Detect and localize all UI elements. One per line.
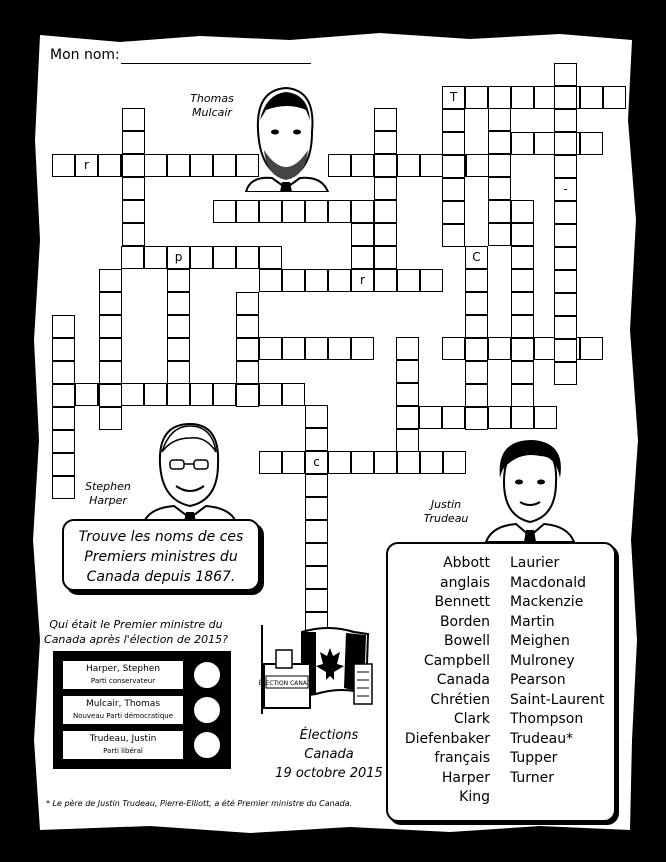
word-bank-item: Bowell [443, 633, 490, 649]
election-caption [274, 726, 384, 783]
word-bank-item: Chrétien [430, 691, 490, 708]
question-text [36, 617, 236, 647]
crossword-cell[interactable]: p [167, 246, 190, 269]
crossword-cell[interactable] [236, 338, 259, 361]
crossword-cell[interactable] [52, 361, 75, 384]
worksheet [36, 38, 634, 830]
crossword-cell[interactable] [259, 269, 282, 292]
crossword-cell[interactable] [488, 337, 511, 360]
crossword-cell[interactable] [511, 292, 534, 315]
crossword-cell[interactable] [396, 429, 419, 452]
word-bank-left-column [405, 554, 490, 808]
crossword-cell[interactable] [99, 384, 122, 407]
trudeau-last-name: Trudeau [423, 512, 469, 525]
choice-harper-bubble[interactable] [192, 660, 222, 690]
crossword-cell[interactable] [99, 338, 122, 361]
crossword-cell[interactable] [99, 315, 122, 338]
crossword-cell[interactable] [374, 451, 397, 474]
crossword-cell[interactable] [351, 200, 374, 223]
choice-trudeau-bubble[interactable] [192, 730, 222, 760]
crossword-cell[interactable] [305, 428, 328, 451]
crossword-cell[interactable] [167, 338, 190, 361]
crossword-cell[interactable] [259, 451, 282, 474]
crossword-cell[interactable] [99, 292, 122, 315]
word-bank-item: Diefenbaker [404, 730, 490, 747]
crossword-cell[interactable] [488, 108, 511, 131]
crossword-cell[interactable] [442, 178, 465, 201]
crossword-cell[interactable] [603, 86, 626, 109]
crossword-cell[interactable] [554, 63, 577, 86]
crossword-cell[interactable] [554, 362, 577, 385]
crossword-cell[interactable] [351, 337, 374, 360]
crossword-cell[interactable] [465, 384, 488, 407]
crossword-cell[interactable] [305, 589, 328, 612]
word-bank-item: Laurier [510, 555, 560, 571]
crossword-cell[interactable] [305, 337, 328, 360]
crossword-cell[interactable] [488, 86, 511, 109]
word-bank-item: français [434, 750, 490, 766]
crossword-cell[interactable] [351, 451, 374, 474]
crossword-cell[interactable] [465, 315, 488, 338]
word-bank-item: Tupper [510, 750, 558, 766]
crossword-cell[interactable] [511, 246, 534, 269]
crossword-cell[interactable] [305, 520, 328, 543]
crossword-cell[interactable] [167, 361, 190, 384]
crossword-cell[interactable] [328, 200, 351, 223]
crossword-cell[interactable] [52, 453, 75, 476]
crossword-cell[interactable] [442, 155, 465, 178]
word-bank-item: Abbott [443, 555, 490, 571]
crossword-cell[interactable] [259, 383, 282, 406]
crossword-cell[interactable] [511, 406, 534, 429]
crossword-cell[interactable] [534, 406, 557, 429]
crossword-cell[interactable] [488, 223, 511, 246]
crossword-cell[interactable] [580, 132, 603, 155]
name-field[interactable] [121, 63, 311, 64]
crossword-cell[interactable] [99, 361, 122, 384]
crossword-cell[interactable] [236, 246, 259, 269]
crossword-cell[interactable] [236, 292, 259, 315]
name-label: Mon nom: [50, 47, 120, 63]
crossword-cell[interactable] [328, 451, 351, 474]
instructions-line: Premiers ministres du [84, 549, 238, 565]
crossword-cell[interactable] [554, 316, 577, 339]
choice-trudeau [63, 731, 183, 759]
crossword-cell[interactable] [374, 108, 397, 131]
crossword-cell[interactable] [420, 269, 443, 292]
choice-name: Mulcair, Thomas [85, 699, 161, 709]
trudeau-label [416, 498, 476, 526]
crossword-cell[interactable] [282, 269, 305, 292]
mulcair-first-name: Thomas [190, 92, 234, 105]
crossword-cell[interactable] [52, 154, 75, 177]
choice-name: Harper, Stephen [85, 664, 161, 674]
election-title: Élections [299, 728, 359, 743]
crossword-cell[interactable] [443, 451, 466, 474]
word-bank-item: Martin [510, 613, 555, 630]
crossword-cell[interactable] [282, 451, 305, 474]
harper-first-name: Stephen [85, 480, 131, 493]
crossword-cell[interactable] [259, 337, 282, 360]
word-bank-item: Clark [453, 711, 490, 727]
crossword-cell[interactable] [52, 407, 75, 430]
ballot-box-flag-icon [258, 624, 374, 716]
crossword-cell[interactable] [554, 247, 577, 270]
crossword-cell[interactable] [52, 315, 75, 338]
word-bank [386, 542, 616, 822]
question-line: Canada après l'élection de 2015? [44, 633, 228, 646]
crossword-cell[interactable] [328, 337, 351, 360]
crossword-cell[interactable] [351, 246, 374, 269]
crossword-cell[interactable] [236, 315, 259, 338]
choice-name: Trudeau, Justin [89, 734, 157, 744]
crossword-cell[interactable] [236, 200, 259, 223]
crossword-cell[interactable]: c [305, 451, 328, 474]
crossword-cell[interactable] [374, 131, 397, 154]
word-bank-item: Harper [441, 769, 490, 786]
crossword-cell[interactable] [511, 200, 534, 223]
crossword-cell[interactable] [466, 154, 489, 177]
crossword-cell[interactable] [554, 109, 577, 132]
word-bank-item: Campbell [423, 652, 490, 669]
crossword-cell[interactable] [374, 177, 397, 200]
crossword-cell[interactable] [305, 269, 328, 292]
crossword-cell[interactable] [144, 154, 167, 177]
crossword-cell[interactable] [465, 361, 488, 384]
word-bank-item: Mackenzie [510, 594, 584, 610]
word-bank-right-column [510, 554, 604, 788]
crossword-cell[interactable] [52, 430, 75, 453]
answer-choices [53, 651, 231, 769]
crossword-cell[interactable] [511, 361, 534, 384]
crossword-cell[interactable] [213, 246, 236, 269]
question-line: Qui était le Premier ministre du [49, 618, 223, 631]
crossword-cell[interactable] [282, 337, 305, 360]
crossword-cell[interactable] [374, 200, 397, 223]
word-bank-item: King [459, 789, 490, 805]
trudeau-portrait-icon [482, 438, 578, 542]
crossword-cell[interactable] [305, 543, 328, 566]
crossword-cell[interactable] [98, 154, 121, 177]
crossword-cell[interactable] [259, 200, 282, 223]
crossword-cell[interactable] [465, 292, 488, 315]
crossword-cell[interactable] [351, 154, 374, 177]
crossword-cell[interactable] [554, 201, 577, 224]
crossword-cell[interactable] [144, 246, 167, 269]
crossword-cell[interactable] [554, 132, 577, 155]
crossword-cell[interactable] [190, 383, 213, 406]
crossword-cell[interactable] [396, 337, 419, 360]
crossword-cell[interactable] [374, 154, 397, 177]
crossword-cell[interactable] [305, 200, 328, 223]
harper-portrait-icon [136, 418, 240, 522]
crossword-cell[interactable] [554, 224, 577, 247]
crossword-cell[interactable]: r [351, 269, 374, 292]
crossword-cell[interactable] [52, 476, 75, 499]
crossword-cell[interactable] [305, 497, 328, 520]
crossword-cell[interactable] [442, 224, 465, 247]
crossword-cell[interactable] [190, 246, 213, 269]
choice-party: Parti libéral [103, 747, 143, 755]
instructions-box [62, 519, 260, 591]
word-bank-item: anglais [440, 574, 490, 591]
crossword-cell[interactable] [442, 337, 465, 360]
crossword-cell[interactable] [511, 223, 534, 246]
crossword-cell[interactable]: C [465, 246, 488, 269]
crossword-cell[interactable] [122, 108, 145, 131]
crossword-cell[interactable] [554, 155, 577, 178]
crossword-cell[interactable] [397, 269, 420, 292]
word-bank-item: Turner [510, 769, 555, 786]
crossword-cell[interactable] [282, 383, 305, 406]
crossword-cell[interactable] [122, 200, 145, 223]
crossword-cell[interactable] [465, 338, 488, 361]
crossword-cell[interactable] [236, 384, 259, 407]
crossword-cell[interactable] [167, 383, 190, 406]
crossword-cell[interactable] [52, 338, 75, 361]
crossword-cell[interactable] [465, 407, 488, 430]
crossword-cell[interactable] [122, 177, 145, 200]
crossword-cell[interactable] [580, 86, 603, 109]
word-bank-item: Meighen [510, 633, 570, 649]
word-bank-item: Thompson [510, 711, 584, 727]
crossword-cell[interactable] [397, 154, 420, 177]
trudeau-first-name: Justin [430, 498, 462, 511]
crossword-cell[interactable] [511, 338, 534, 361]
harper-label [78, 480, 138, 508]
choice-party: Nouveau Parti démocratique [72, 712, 174, 720]
choice-mulcair [63, 696, 183, 724]
crossword-cell[interactable] [167, 315, 190, 338]
crossword-cell[interactable] [213, 154, 236, 177]
crossword-cell[interactable] [75, 383, 98, 406]
crossword-cell[interactable] [121, 383, 144, 406]
crossword-cell[interactable] [465, 269, 488, 292]
crossword-cell[interactable] [121, 246, 144, 269]
crossword-cell[interactable] [374, 269, 397, 292]
crossword-cell[interactable] [442, 201, 465, 224]
word-bank-item: Trudeau* [510, 730, 574, 747]
crossword-cell[interactable] [511, 86, 534, 109]
crossword-cell[interactable] [488, 177, 511, 200]
crossword-cell[interactable] [99, 269, 122, 292]
word-bank-item: Canada [436, 672, 490, 688]
crossword-cell[interactable] [305, 474, 328, 497]
word-bank-item: Saint-Laurent [510, 691, 605, 708]
crossword-cell[interactable] [374, 246, 397, 269]
crossword-cell[interactable] [488, 200, 511, 223]
crossword-cell[interactable] [305, 566, 328, 589]
crossword-cell[interactable] [213, 383, 236, 406]
crossword-cell[interactable] [420, 451, 443, 474]
footnote: * Le père de Justin Trudeau, Pierre-Elliott, a été Premier ministre du Canada. [46, 799, 353, 808]
crossword-cell[interactable] [122, 154, 145, 177]
instructions-line: Canada depuis 1867. [86, 569, 236, 585]
word-bank-item: Bennett [434, 594, 490, 610]
word-bank-item: Borden [439, 613, 490, 630]
crossword-cell[interactable] [213, 200, 236, 223]
choice-mulcair-bubble[interactable] [192, 695, 222, 725]
crossword-cell[interactable] [419, 406, 442, 429]
crossword-cell[interactable] [167, 292, 190, 315]
election-date: 19 octobre 2015 [275, 766, 383, 781]
crossword-cell[interactable] [511, 269, 534, 292]
crossword-cell[interactable] [396, 360, 419, 383]
crossword-cell[interactable] [511, 384, 534, 407]
crossword-cell[interactable] [442, 132, 465, 155]
crossword-cell[interactable] [488, 406, 511, 429]
crossword-cell[interactable] [488, 154, 511, 177]
crossword-cell[interactable] [554, 86, 577, 109]
crossword-cell[interactable] [259, 246, 282, 269]
word-bank-item: Pearson [510, 672, 566, 688]
crossword-cell[interactable] [554, 270, 577, 293]
word-bank-item: Mulroney [510, 652, 575, 669]
crossword-cell[interactable] [396, 383, 419, 406]
crossword-cell[interactable] [305, 405, 328, 428]
instructions-line: Trouve les noms de ces [78, 529, 244, 545]
crossword-cell[interactable] [282, 200, 305, 223]
crossword-cell[interactable] [122, 131, 145, 154]
choice-harper [63, 661, 183, 689]
crossword-cell[interactable] [167, 269, 190, 292]
crossword-cell[interactable]: T [442, 86, 465, 109]
crossword-cell[interactable] [144, 383, 167, 406]
election-country: Canada [304, 747, 354, 762]
crossword-cell[interactable] [236, 361, 259, 384]
choice-party: Parti conservateur [90, 677, 156, 685]
crossword-cell[interactable]: - [554, 178, 577, 201]
crossword-cell[interactable] [122, 223, 145, 246]
crossword-cell[interactable] [236, 154, 259, 177]
crossword-cell[interactable] [351, 223, 374, 246]
crossword-cell[interactable] [374, 223, 397, 246]
crossword-cell[interactable] [442, 406, 465, 429]
crossword-cell[interactable] [99, 407, 122, 430]
crossword-cell[interactable] [554, 339, 577, 362]
harper-last-name: Harper [89, 494, 127, 507]
crossword-cell[interactable] [190, 154, 213, 177]
mulcair-label [182, 92, 242, 120]
crossword-cell[interactable] [328, 269, 351, 292]
crossword-cell[interactable] [465, 86, 488, 109]
crossword-cell[interactable] [52, 384, 75, 407]
crossword-cell[interactable] [580, 337, 603, 360]
crossword-cell[interactable] [511, 315, 534, 338]
crossword-cell[interactable] [397, 451, 420, 474]
crossword-cell[interactable] [328, 154, 351, 177]
crossword-cell[interactable] [167, 154, 190, 177]
word-bank-item: Macdonald [510, 574, 587, 591]
crossword-cell[interactable] [554, 293, 577, 316]
crossword-cell[interactable] [420, 154, 443, 177]
crossword-cell[interactable] [396, 406, 419, 429]
crossword-cell[interactable] [442, 109, 465, 132]
crossword-cell[interactable]: r [75, 154, 98, 177]
crossword-cell[interactable] [488, 131, 511, 154]
ballot-box-label: ÉLECTION CANADA [258, 680, 316, 687]
mulcair-last-name: Mulcair [192, 106, 232, 119]
crossword-cell[interactable] [511, 132, 534, 155]
